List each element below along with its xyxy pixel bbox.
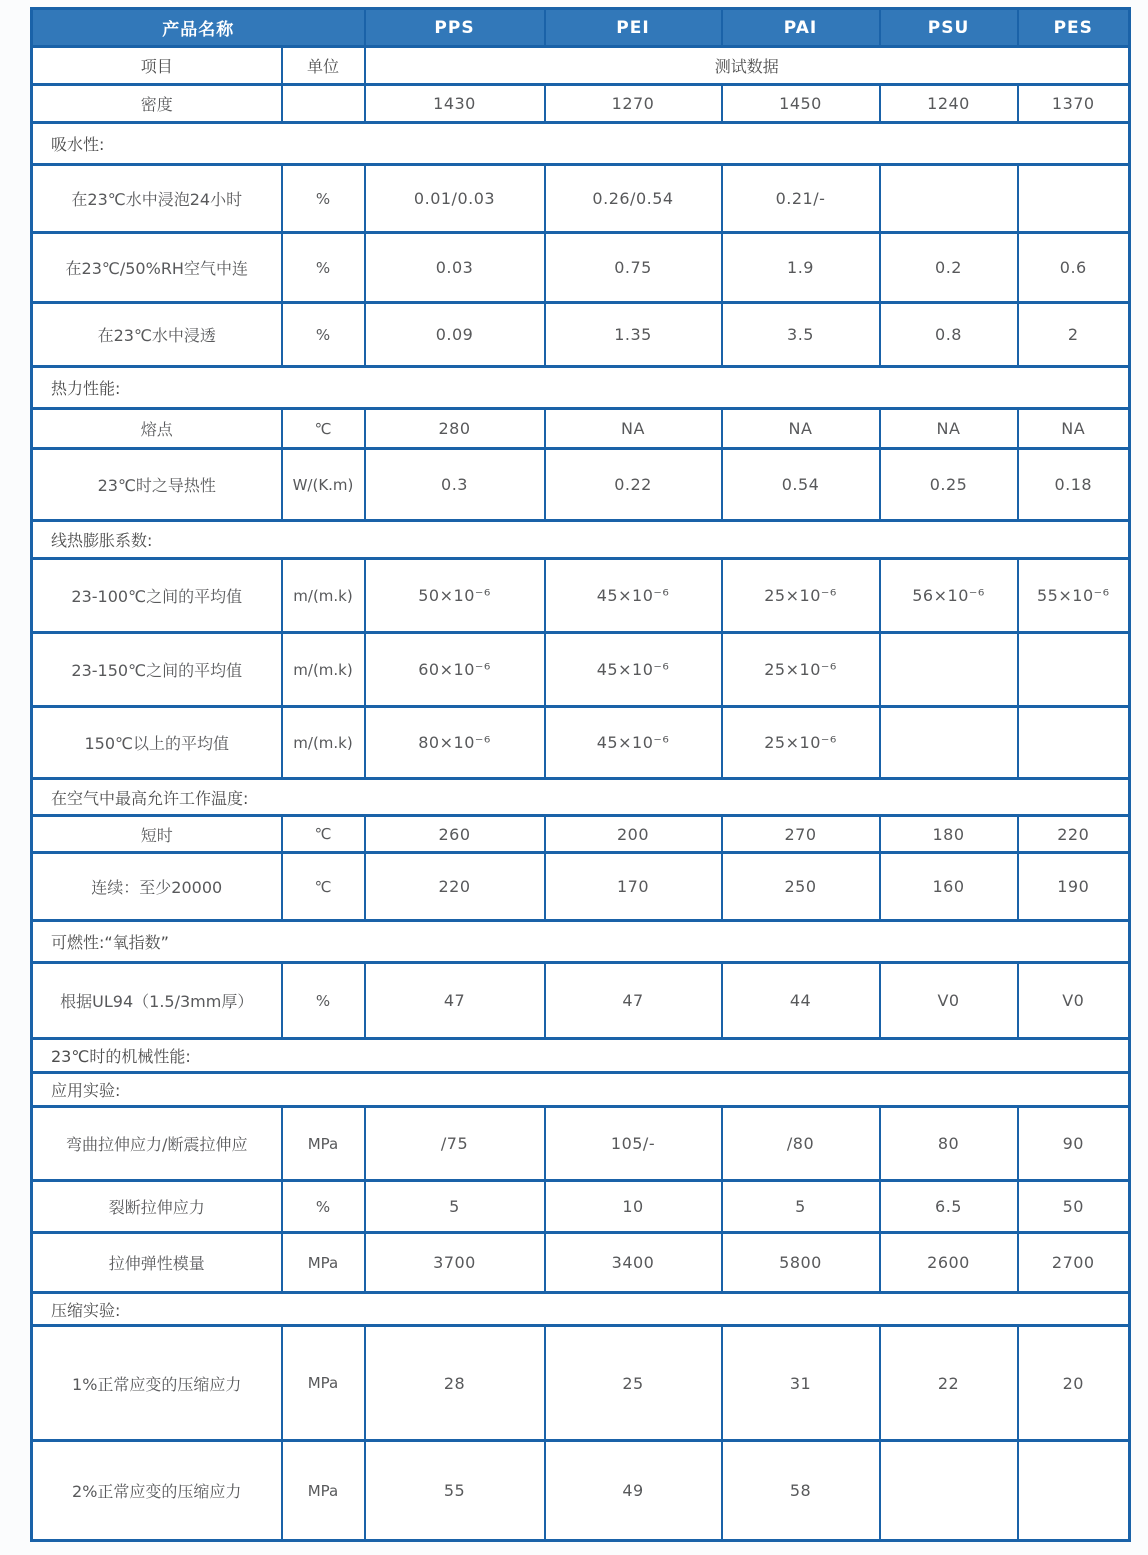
property-label-cell: 150℃以上的平均值 bbox=[32, 707, 282, 779]
data-row bbox=[32, 165, 1130, 233]
unit-cell: MPa bbox=[282, 1233, 365, 1293]
value-cell: 90 bbox=[1018, 1107, 1130, 1181]
value-cell bbox=[880, 633, 1018, 707]
value-cell: 280 bbox=[365, 409, 545, 449]
value-cell: 0.6 bbox=[1018, 233, 1130, 303]
value-cell: 45×10⁻⁶ bbox=[545, 707, 722, 779]
value-cell: 0.25 bbox=[880, 449, 1018, 521]
data-row bbox=[32, 1233, 1130, 1293]
property-label-cell: 1%正常应变的压缩应力 bbox=[32, 1326, 282, 1441]
product-column-header-pps: PPS bbox=[365, 9, 545, 47]
value-cell: /80 bbox=[722, 1107, 880, 1181]
data-row bbox=[32, 853, 1130, 921]
unit-cell bbox=[282, 85, 365, 123]
value-cell: 0.22 bbox=[545, 449, 722, 521]
value-cell: 60×10⁻⁶ bbox=[365, 633, 545, 707]
value-cell: 1450 bbox=[722, 85, 880, 123]
value-cell: 0.3 bbox=[365, 449, 545, 521]
value-cell: 1240 bbox=[880, 85, 1018, 123]
unit-cell: m/(m.k) bbox=[282, 707, 365, 779]
value-cell: 47 bbox=[365, 963, 545, 1039]
data-row bbox=[32, 633, 1130, 707]
unit-cell: ℃ bbox=[282, 409, 365, 449]
subheader-row bbox=[32, 47, 1130, 85]
value-cell: 45×10⁻⁶ bbox=[545, 559, 722, 633]
data-row bbox=[32, 1107, 1130, 1181]
section-title: 线热膨胀系数: bbox=[32, 521, 1130, 559]
property-label-cell: 裂断拉伸应力 bbox=[32, 1181, 282, 1233]
value-cell: 0.8 bbox=[880, 303, 1018, 367]
value-cell: 5 bbox=[722, 1181, 880, 1233]
property-label-cell: 23-150℃之间的平均值 bbox=[32, 633, 282, 707]
data-row bbox=[32, 559, 1130, 633]
data-row bbox=[32, 707, 1130, 779]
data-row bbox=[32, 1326, 1130, 1441]
unit-cell: MPa bbox=[282, 1107, 365, 1181]
value-cell: 80×10⁻⁶ bbox=[365, 707, 545, 779]
value-cell: V0 bbox=[1018, 963, 1130, 1039]
value-cell: NA bbox=[722, 409, 880, 449]
value-cell: 31 bbox=[722, 1326, 880, 1441]
value-cell: 0.01/0.03 bbox=[365, 165, 545, 233]
value-cell: 6.5 bbox=[880, 1181, 1018, 1233]
section-title: 在空气中最高允许工作温度: bbox=[32, 779, 1130, 816]
section-title: 压缩实验: bbox=[32, 1293, 1130, 1326]
value-cell: 1370 bbox=[1018, 85, 1130, 123]
property-label-cell: 在23℃水中浸透 bbox=[32, 303, 282, 367]
value-cell: 1.9 bbox=[722, 233, 880, 303]
value-cell: 160 bbox=[880, 853, 1018, 921]
material-spec-table bbox=[30, 7, 1131, 1542]
value-cell: 80 bbox=[880, 1107, 1018, 1181]
unit-cell: m/(m.k) bbox=[282, 633, 365, 707]
property-label-cell: 短时 bbox=[32, 816, 282, 853]
product-column-header-psu: PSU bbox=[880, 9, 1018, 47]
value-cell: 2700 bbox=[1018, 1233, 1130, 1293]
section-row bbox=[32, 1293, 1130, 1326]
unit-cell: ℃ bbox=[282, 816, 365, 853]
section-row bbox=[32, 779, 1130, 816]
value-cell: 44 bbox=[722, 963, 880, 1039]
value-cell bbox=[880, 165, 1018, 233]
data-row bbox=[32, 85, 1130, 123]
unit-cell: MPa bbox=[282, 1441, 365, 1541]
property-label-cell: 在23℃/50%RH空气中连 bbox=[32, 233, 282, 303]
property-label-cell: 密度 bbox=[32, 85, 282, 123]
value-cell: 25 bbox=[545, 1326, 722, 1441]
value-cell: 0.2 bbox=[880, 233, 1018, 303]
unit-cell: % bbox=[282, 233, 365, 303]
value-cell: 0.75 bbox=[545, 233, 722, 303]
value-cell: 0.18 bbox=[1018, 449, 1130, 521]
section-row bbox=[32, 1073, 1130, 1107]
value-cell: 1430 bbox=[365, 85, 545, 123]
unit-cell: MPa bbox=[282, 1326, 365, 1441]
value-cell bbox=[1018, 633, 1130, 707]
value-cell bbox=[1018, 1441, 1130, 1541]
data-row bbox=[32, 409, 1130, 449]
value-cell: NA bbox=[880, 409, 1018, 449]
property-label-cell: 熔点 bbox=[32, 409, 282, 449]
unit-cell: m/(m.k) bbox=[282, 559, 365, 633]
value-cell: 250 bbox=[722, 853, 880, 921]
unit-cell: % bbox=[282, 165, 365, 233]
product-name-header: 产品名称 bbox=[32, 9, 365, 47]
section-title: 热力性能: bbox=[32, 367, 1130, 409]
data-row bbox=[32, 816, 1130, 853]
section-row bbox=[32, 123, 1130, 165]
value-cell: 190 bbox=[1018, 853, 1130, 921]
section-title: 可燃性:“氧指数” bbox=[32, 921, 1130, 963]
value-cell: 0.21/- bbox=[722, 165, 880, 233]
product-column-header-pes: PES bbox=[1018, 9, 1130, 47]
value-cell: 220 bbox=[365, 853, 545, 921]
property-label-cell: 弯曲拉伸应力/断震拉伸应 bbox=[32, 1107, 282, 1181]
value-cell: 49 bbox=[545, 1441, 722, 1541]
value-cell: 260 bbox=[365, 816, 545, 853]
value-cell: 50×10⁻⁶ bbox=[365, 559, 545, 633]
table-body bbox=[32, 47, 1130, 1541]
property-label-cell: 2%正常应变的压缩应力 bbox=[32, 1441, 282, 1541]
property-label-cell: 根据UL94（1.5/3mm厚） bbox=[32, 963, 282, 1039]
value-cell: 25×10⁻⁶ bbox=[722, 707, 880, 779]
item-header-cell: 项目 bbox=[32, 47, 282, 85]
value-cell: 0.09 bbox=[365, 303, 545, 367]
property-label-cell: 23-100℃之间的平均值 bbox=[32, 559, 282, 633]
property-label-cell: 连续：至少20000 bbox=[32, 853, 282, 921]
unit-cell: W/(K.m) bbox=[282, 449, 365, 521]
unit-cell: % bbox=[282, 303, 365, 367]
value-cell: 20 bbox=[1018, 1326, 1130, 1441]
unit-header-cell: 单位 bbox=[282, 47, 365, 85]
section-title: 23℃时的机械性能: bbox=[32, 1039, 1130, 1073]
data-row bbox=[32, 1441, 1130, 1541]
data-row bbox=[32, 963, 1130, 1039]
value-cell: 10 bbox=[545, 1181, 722, 1233]
value-cell: 1.35 bbox=[545, 303, 722, 367]
value-cell: 55×10⁻⁶ bbox=[1018, 559, 1130, 633]
test-data-header-cell: 测试数据 bbox=[365, 47, 1130, 85]
value-cell: /75 bbox=[365, 1107, 545, 1181]
value-cell: 55 bbox=[365, 1441, 545, 1541]
value-cell: 28 bbox=[365, 1326, 545, 1441]
value-cell: 56×10⁻⁶ bbox=[880, 559, 1018, 633]
value-cell: 0.54 bbox=[722, 449, 880, 521]
value-cell bbox=[880, 1441, 1018, 1541]
product-column-header-pei: PEI bbox=[545, 9, 722, 47]
value-cell: 2 bbox=[1018, 303, 1130, 367]
value-cell bbox=[1018, 707, 1130, 779]
data-row bbox=[32, 449, 1130, 521]
value-cell: 1270 bbox=[545, 85, 722, 123]
value-cell: NA bbox=[545, 409, 722, 449]
property-label-cell: 23℃时之导热性 bbox=[32, 449, 282, 521]
data-row bbox=[32, 233, 1130, 303]
value-cell: 180 bbox=[880, 816, 1018, 853]
value-cell bbox=[1018, 165, 1130, 233]
unit-cell: % bbox=[282, 1181, 365, 1233]
value-cell: 3700 bbox=[365, 1233, 545, 1293]
value-cell: 2600 bbox=[880, 1233, 1018, 1293]
value-cell: 47 bbox=[545, 963, 722, 1039]
value-cell: 25×10⁻⁶ bbox=[722, 559, 880, 633]
value-cell: 270 bbox=[722, 816, 880, 853]
section-row bbox=[32, 1039, 1130, 1073]
section-title: 吸水性: bbox=[32, 123, 1130, 165]
value-cell: 5 bbox=[365, 1181, 545, 1233]
value-cell: 105/- bbox=[545, 1107, 722, 1181]
section-row bbox=[32, 521, 1130, 559]
value-cell: 5800 bbox=[722, 1233, 880, 1293]
product-column-header-pai: PAI bbox=[722, 9, 880, 47]
data-row bbox=[32, 1181, 1130, 1233]
data-row bbox=[32, 303, 1130, 367]
value-cell: 25×10⁻⁶ bbox=[722, 633, 880, 707]
value-cell: 3400 bbox=[545, 1233, 722, 1293]
value-cell: 22 bbox=[880, 1326, 1018, 1441]
header-row bbox=[32, 9, 1130, 47]
value-cell: 45×10⁻⁶ bbox=[545, 633, 722, 707]
value-cell: V0 bbox=[880, 963, 1018, 1039]
value-cell: NA bbox=[1018, 409, 1130, 449]
value-cell: 58 bbox=[722, 1441, 880, 1541]
value-cell: 200 bbox=[545, 816, 722, 853]
value-cell bbox=[880, 707, 1018, 779]
value-cell: 0.26/0.54 bbox=[545, 165, 722, 233]
section-row bbox=[32, 367, 1130, 409]
section-row bbox=[32, 921, 1130, 963]
value-cell: 50 bbox=[1018, 1181, 1130, 1233]
table-header bbox=[32, 9, 1130, 47]
unit-cell: % bbox=[282, 963, 365, 1039]
value-cell: 170 bbox=[545, 853, 722, 921]
value-cell: 0.03 bbox=[365, 233, 545, 303]
unit-cell: ℃ bbox=[282, 853, 365, 921]
value-cell: 220 bbox=[1018, 816, 1130, 853]
section-title: 应用实验: bbox=[32, 1073, 1130, 1107]
property-label-cell: 在23℃水中浸泡24小时 bbox=[32, 165, 282, 233]
value-cell: 3.5 bbox=[722, 303, 880, 367]
property-label-cell: 拉伸弹性模量 bbox=[32, 1233, 282, 1293]
